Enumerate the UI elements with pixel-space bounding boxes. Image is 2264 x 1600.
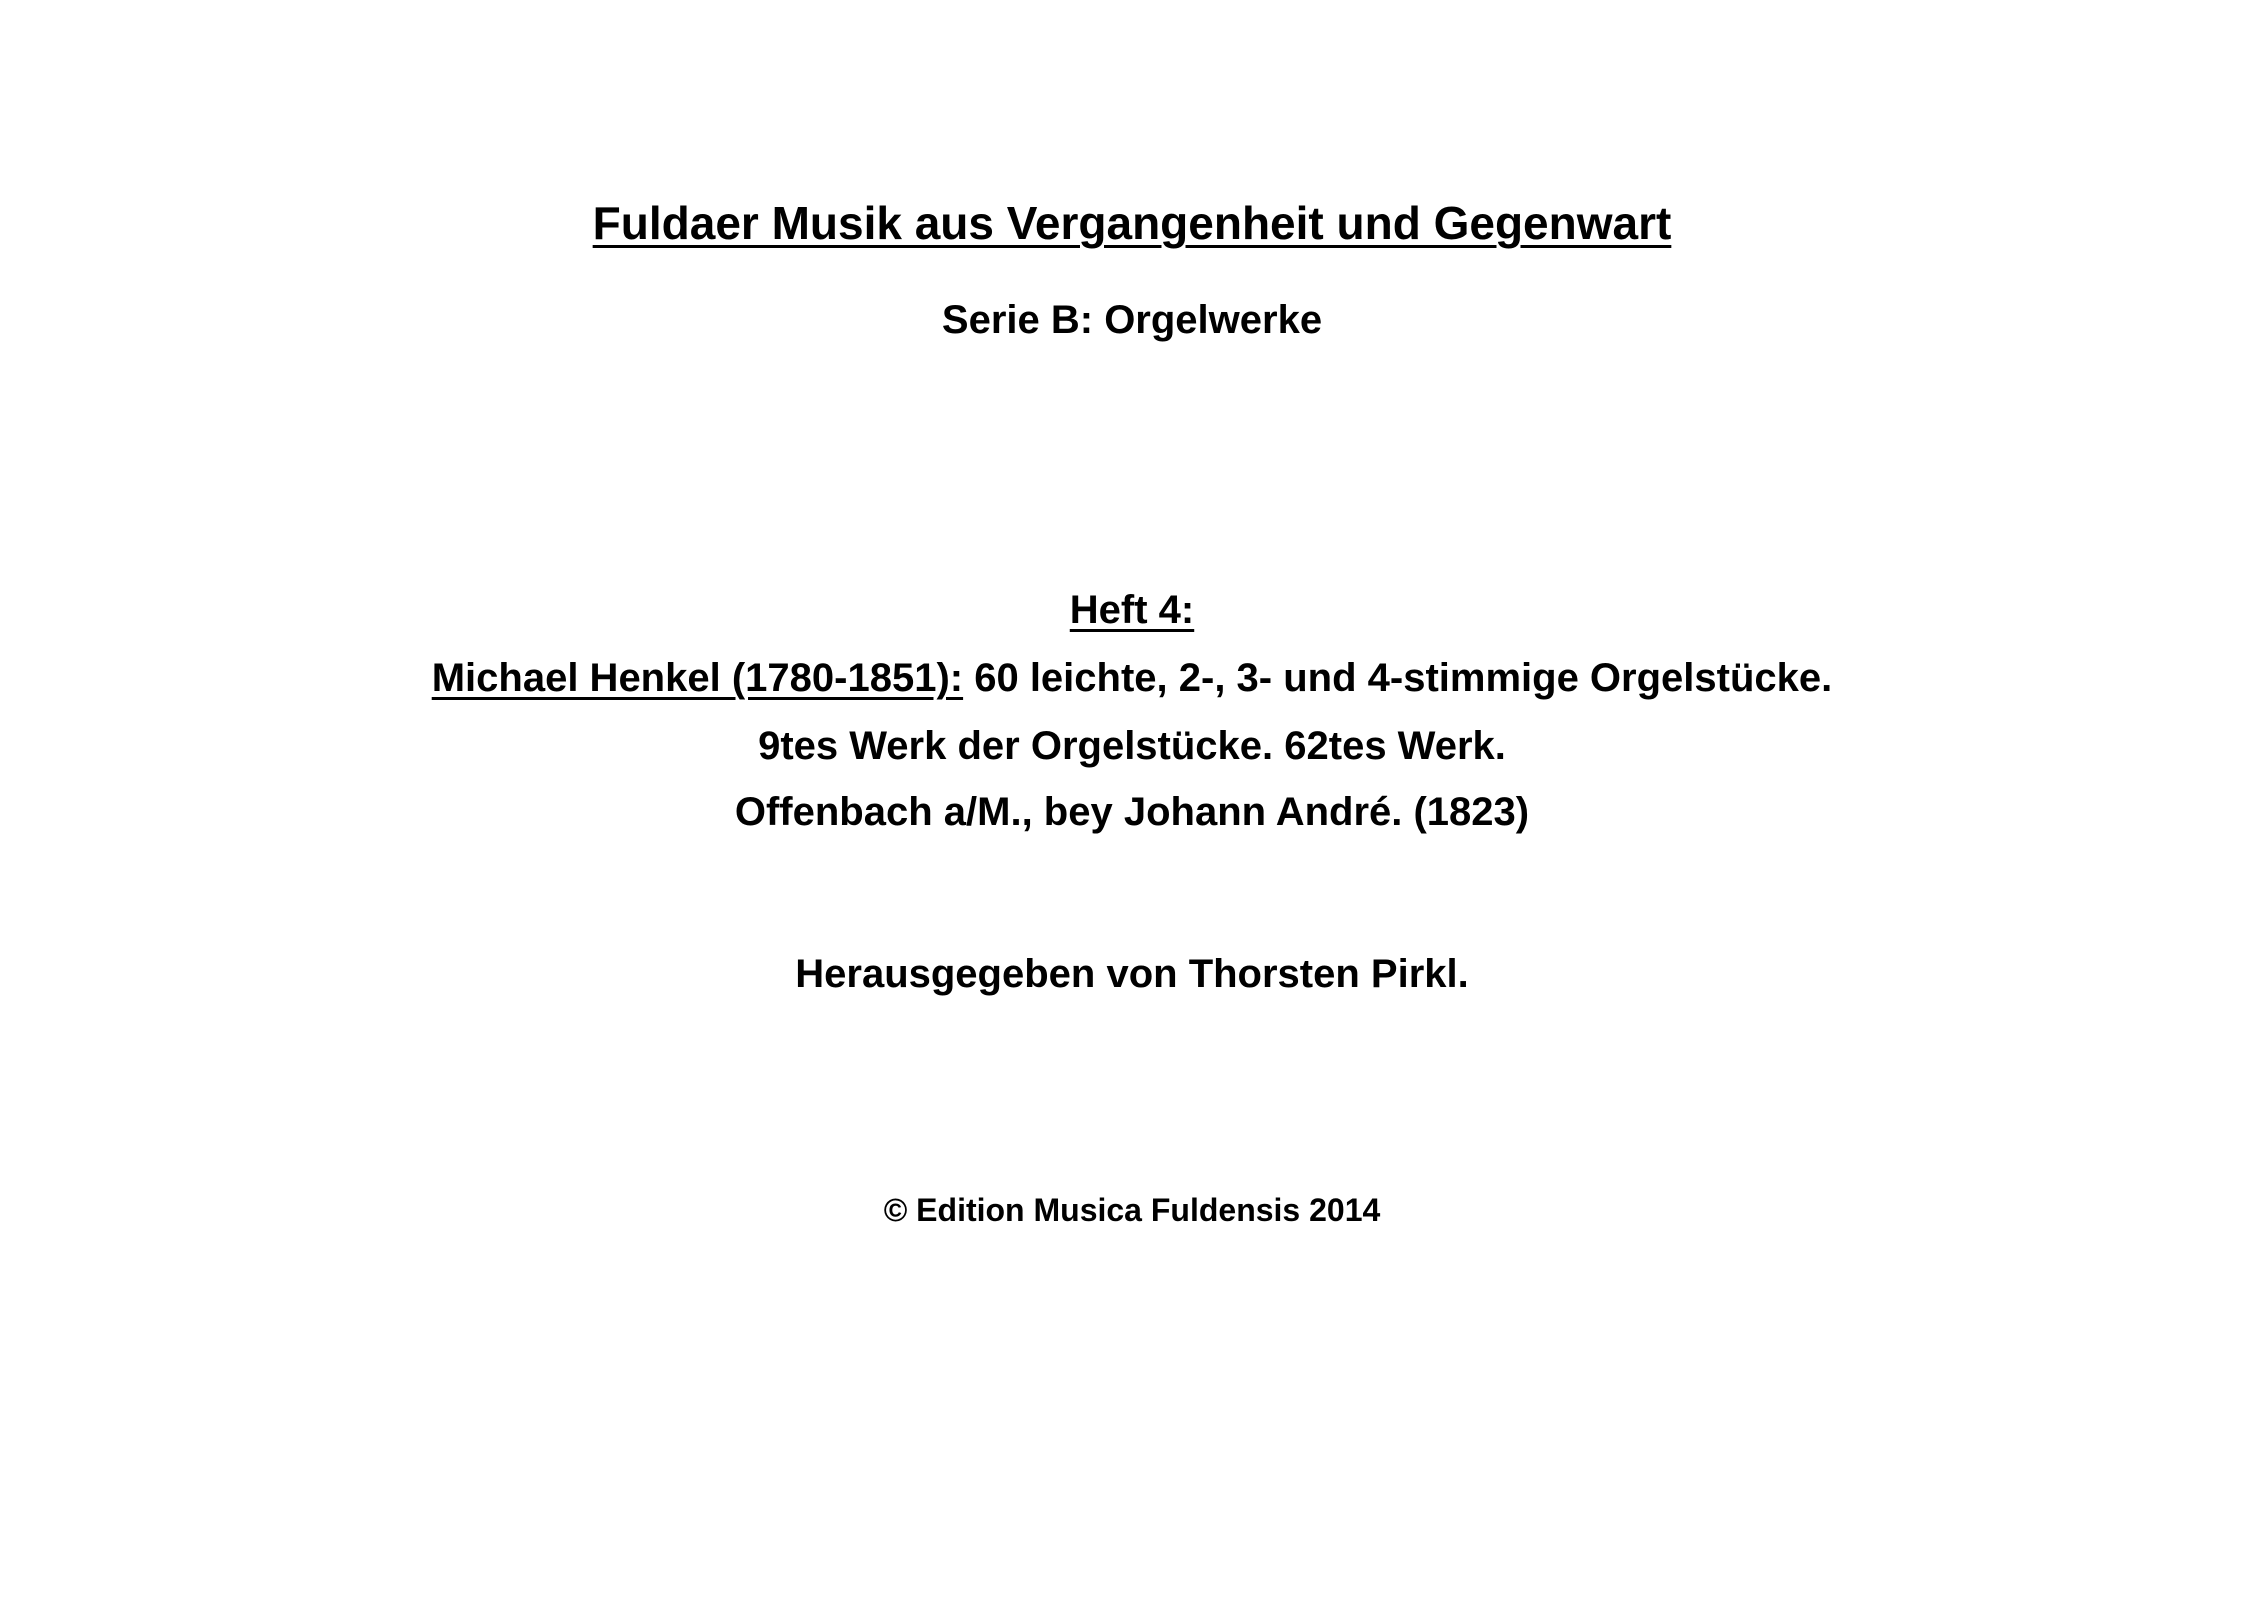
- composer-name: Michael Henkel (1780-1851):: [431, 656, 964, 700]
- composer-work-line: [0, 656, 2264, 701]
- volume-heading-text: Heft 4:: [1069, 588, 1195, 632]
- work-title: 60 leichte, 2-, 3- und 4-stimmige Orgelstücke.: [963, 656, 1833, 700]
- collection-title-text: Fuldaer Musik aus Vergangenheit und Gegenwart: [592, 197, 1672, 249]
- series-heading: Serie B: Orgelwerke: [941, 298, 1323, 342]
- collection-title: [0, 196, 2264, 250]
- volume-heading: [0, 588, 2264, 633]
- publisher-line: Offenbach a/M., bey Johann André. (1823): [734, 790, 1530, 834]
- editor-line: Herausgegeben von Thorsten Pirkl.: [795, 952, 1469, 996]
- copyright-notice: © Edition Musica Fuldensis 2014: [883, 1192, 1381, 1228]
- opus-line: 9tes Werk der Orgelstücke. 62tes Werk.: [758, 724, 1506, 768]
